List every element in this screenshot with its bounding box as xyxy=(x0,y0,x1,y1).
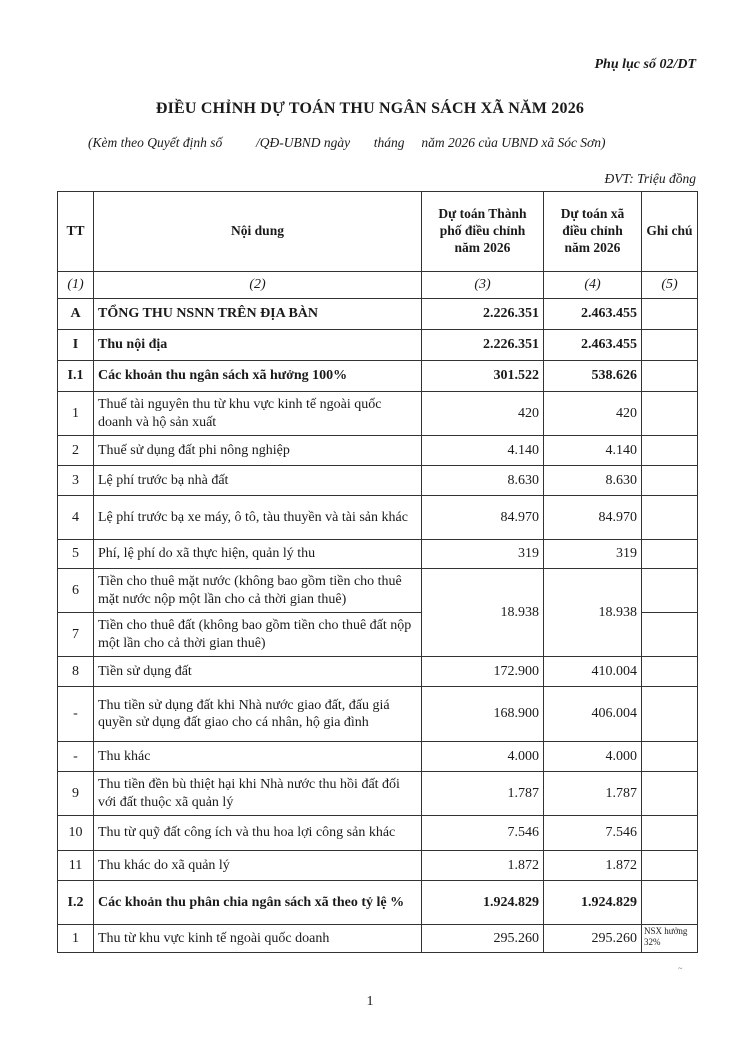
appendix-label: Phụ lục số 02/DT xyxy=(594,57,696,72)
table-row xyxy=(58,657,698,687)
commune-value-cell: 538.626 xyxy=(544,361,642,392)
tt-cell: 4 xyxy=(58,496,94,540)
note-cell xyxy=(642,657,698,687)
table-row xyxy=(58,361,698,392)
content-cell: Lệ phí trước bạ xe máy, ô tô, tàu thuyền và tài sản khác xyxy=(94,496,422,540)
note-cell xyxy=(642,851,698,881)
note-cell xyxy=(642,881,698,925)
tt-cell: - xyxy=(58,687,94,742)
commune-value-cell: 319 xyxy=(544,540,642,569)
city-value-cell: 18.938 xyxy=(422,569,544,657)
tt-cell: 11 xyxy=(58,851,94,881)
content-cell: Thuế tài nguyên thu từ khu vực kinh tế ngoài quốc doanh và hộ sản xuất xyxy=(94,392,422,436)
table-row xyxy=(58,742,698,772)
tt-cell: A xyxy=(58,299,94,330)
tt-cell: 10 xyxy=(58,816,94,851)
document-subtitle: (Kèm theo Quyết định số /QĐ-UBND ngày tháng năm 2026 của UBND xã Sóc Sơn) xyxy=(88,135,606,150)
table-row xyxy=(58,392,698,436)
content-cell: Các khoản thu phân chia ngân sách xã theo tỷ lệ % xyxy=(94,881,422,925)
tt-cell: 9 xyxy=(58,772,94,816)
index-cell: (4) xyxy=(544,272,642,299)
tt-cell: 2 xyxy=(58,436,94,466)
header-note: Ghi chú xyxy=(642,192,698,272)
header-content: Nội dung xyxy=(94,192,422,272)
table-row xyxy=(58,772,698,816)
city-value-cell: 420 xyxy=(422,392,544,436)
table-row xyxy=(58,466,698,496)
tt-cell: I.2 xyxy=(58,881,94,925)
budget-table xyxy=(57,191,698,953)
table-row xyxy=(58,569,698,613)
tt-cell: - xyxy=(58,742,94,772)
table-row xyxy=(58,330,698,361)
table-row xyxy=(58,540,698,569)
index-row xyxy=(58,272,698,299)
commune-value-cell: 1.924.829 xyxy=(544,881,642,925)
city-value-cell: 84.970 xyxy=(422,496,544,540)
content-cell: Các khoản thu ngân sách xã hưởng 100% xyxy=(94,361,422,392)
tt-cell: 8 xyxy=(58,657,94,687)
city-value-cell: 295.260 xyxy=(422,925,544,953)
table-row xyxy=(58,881,698,925)
note-cell xyxy=(642,436,698,466)
tt-cell: 5 xyxy=(58,540,94,569)
city-value-cell: 319 xyxy=(422,540,544,569)
content-cell: Thu từ quỹ đất công ích và thu hoa lợi công sản khác xyxy=(94,816,422,851)
commune-value-cell: 4.000 xyxy=(544,742,642,772)
commune-value-cell: 2.463.455 xyxy=(544,330,642,361)
header-tt: TT xyxy=(58,192,94,272)
content-cell: Thu tiền đền bù thiệt hại khi Nhà nước thu hồi đất đối với đất thuộc xã quản lý xyxy=(94,772,422,816)
commune-value-cell: 8.630 xyxy=(544,466,642,496)
city-value-cell: 7.546 xyxy=(422,816,544,851)
page-number: 1 xyxy=(366,994,374,1009)
note-cell xyxy=(642,392,698,436)
content-cell: Thu từ khu vực kinh tế ngoài quốc doanh xyxy=(94,925,422,953)
note-cell xyxy=(642,687,698,742)
commune-value-cell: 295.260 xyxy=(544,925,642,953)
index-cell: (5) xyxy=(642,272,698,299)
tt-cell: 1 xyxy=(58,925,94,953)
content-cell: Thuế sử dụng đất phi nông nghiệp xyxy=(94,436,422,466)
index-cell: (2) xyxy=(94,272,422,299)
city-value-cell: 1.787 xyxy=(422,772,544,816)
tt-cell: 6 xyxy=(58,569,94,613)
city-value-cell: 8.630 xyxy=(422,466,544,496)
table-row xyxy=(58,436,698,466)
content-cell: Tiền cho thuê đất (không bao gồm tiền cho thuê đất nộp một lần cho cả thời gian thuê) xyxy=(94,613,422,657)
note-cell xyxy=(642,361,698,392)
city-value-cell: 2.226.351 xyxy=(422,330,544,361)
tt-cell: I.1 xyxy=(58,361,94,392)
index-cell: (1) xyxy=(58,272,94,299)
note-cell xyxy=(642,569,698,613)
content-cell: Tiền cho thuê mặt nước (không bao gồm tiền cho thuê mặt nước nộp một lần cho cả thời gian thuê) xyxy=(94,569,422,613)
city-value-cell: 1.924.829 xyxy=(422,881,544,925)
commune-value-cell: 1.787 xyxy=(544,772,642,816)
city-value-cell: 172.900 xyxy=(422,657,544,687)
commune-value-cell: 84.970 xyxy=(544,496,642,540)
header-city-estimate: Dự toán Thành phố điều chỉnh năm 2026 xyxy=(422,192,544,272)
table-row xyxy=(58,299,698,330)
tt-cell: I xyxy=(58,330,94,361)
city-value-cell: 2.226.351 xyxy=(422,299,544,330)
unit-label: ĐVT: Triệu đồng xyxy=(604,171,696,186)
index-cell: (3) xyxy=(422,272,544,299)
note-cell xyxy=(642,330,698,361)
note-cell xyxy=(642,613,698,657)
commune-value-cell: 406.004 xyxy=(544,687,642,742)
commune-value-cell: 420 xyxy=(544,392,642,436)
document-title: ĐIỀU CHỈNH DỰ TOÁN THU NGÂN SÁCH XÃ NĂM 2026 xyxy=(155,100,585,117)
city-value-cell: 4.140 xyxy=(422,436,544,466)
content-cell: Thu nội địa xyxy=(94,330,422,361)
table-row xyxy=(58,925,698,953)
header-row xyxy=(58,192,698,272)
handwritten-mark: ~ xyxy=(678,964,683,973)
note-cell xyxy=(642,816,698,851)
content-cell: Phí, lệ phí do xã thực hiện, quản lý thu xyxy=(94,540,422,569)
content-cell: Thu tiền sử dụng đất khi Nhà nước giao đất, đấu giá quyền sử dụng đất giao cho cá nhân, hộ gia đình xyxy=(94,687,422,742)
content-cell: Lệ phí trước bạ nhà đất xyxy=(94,466,422,496)
table-row xyxy=(58,851,698,881)
content-cell: Tiền sử dụng đất xyxy=(94,657,422,687)
commune-value-cell: 410.004 xyxy=(544,657,642,687)
note-cell xyxy=(642,772,698,816)
city-value-cell: 4.000 xyxy=(422,742,544,772)
note-cell: NSX hưởng 32% xyxy=(642,925,698,953)
note-cell xyxy=(642,742,698,772)
note-cell xyxy=(642,496,698,540)
content-cell: Thu khác do xã quản lý xyxy=(94,851,422,881)
city-value-cell: 301.522 xyxy=(422,361,544,392)
table-row xyxy=(58,496,698,540)
commune-value-cell: 2.463.455 xyxy=(544,299,642,330)
commune-value-cell: 4.140 xyxy=(544,436,642,466)
tt-cell: 7 xyxy=(58,613,94,657)
table-row xyxy=(58,687,698,742)
commune-value-cell: 1.872 xyxy=(544,851,642,881)
content-cell: TỔNG THU NSNN TRÊN ĐỊA BÀN xyxy=(94,299,422,330)
content-cell: Thu khác xyxy=(94,742,422,772)
note-cell xyxy=(642,466,698,496)
city-value-cell: 168.900 xyxy=(422,687,544,742)
tt-cell: 3 xyxy=(58,466,94,496)
city-value-cell: 1.872 xyxy=(422,851,544,881)
commune-value-cell: 7.546 xyxy=(544,816,642,851)
table-row xyxy=(58,816,698,851)
tt-cell: 1 xyxy=(58,392,94,436)
commune-value-cell: 18.938 xyxy=(544,569,642,657)
note-cell xyxy=(642,299,698,330)
note-cell xyxy=(642,540,698,569)
header-commune-estimate: Dự toán xã điều chỉnh năm 2026 xyxy=(544,192,642,272)
